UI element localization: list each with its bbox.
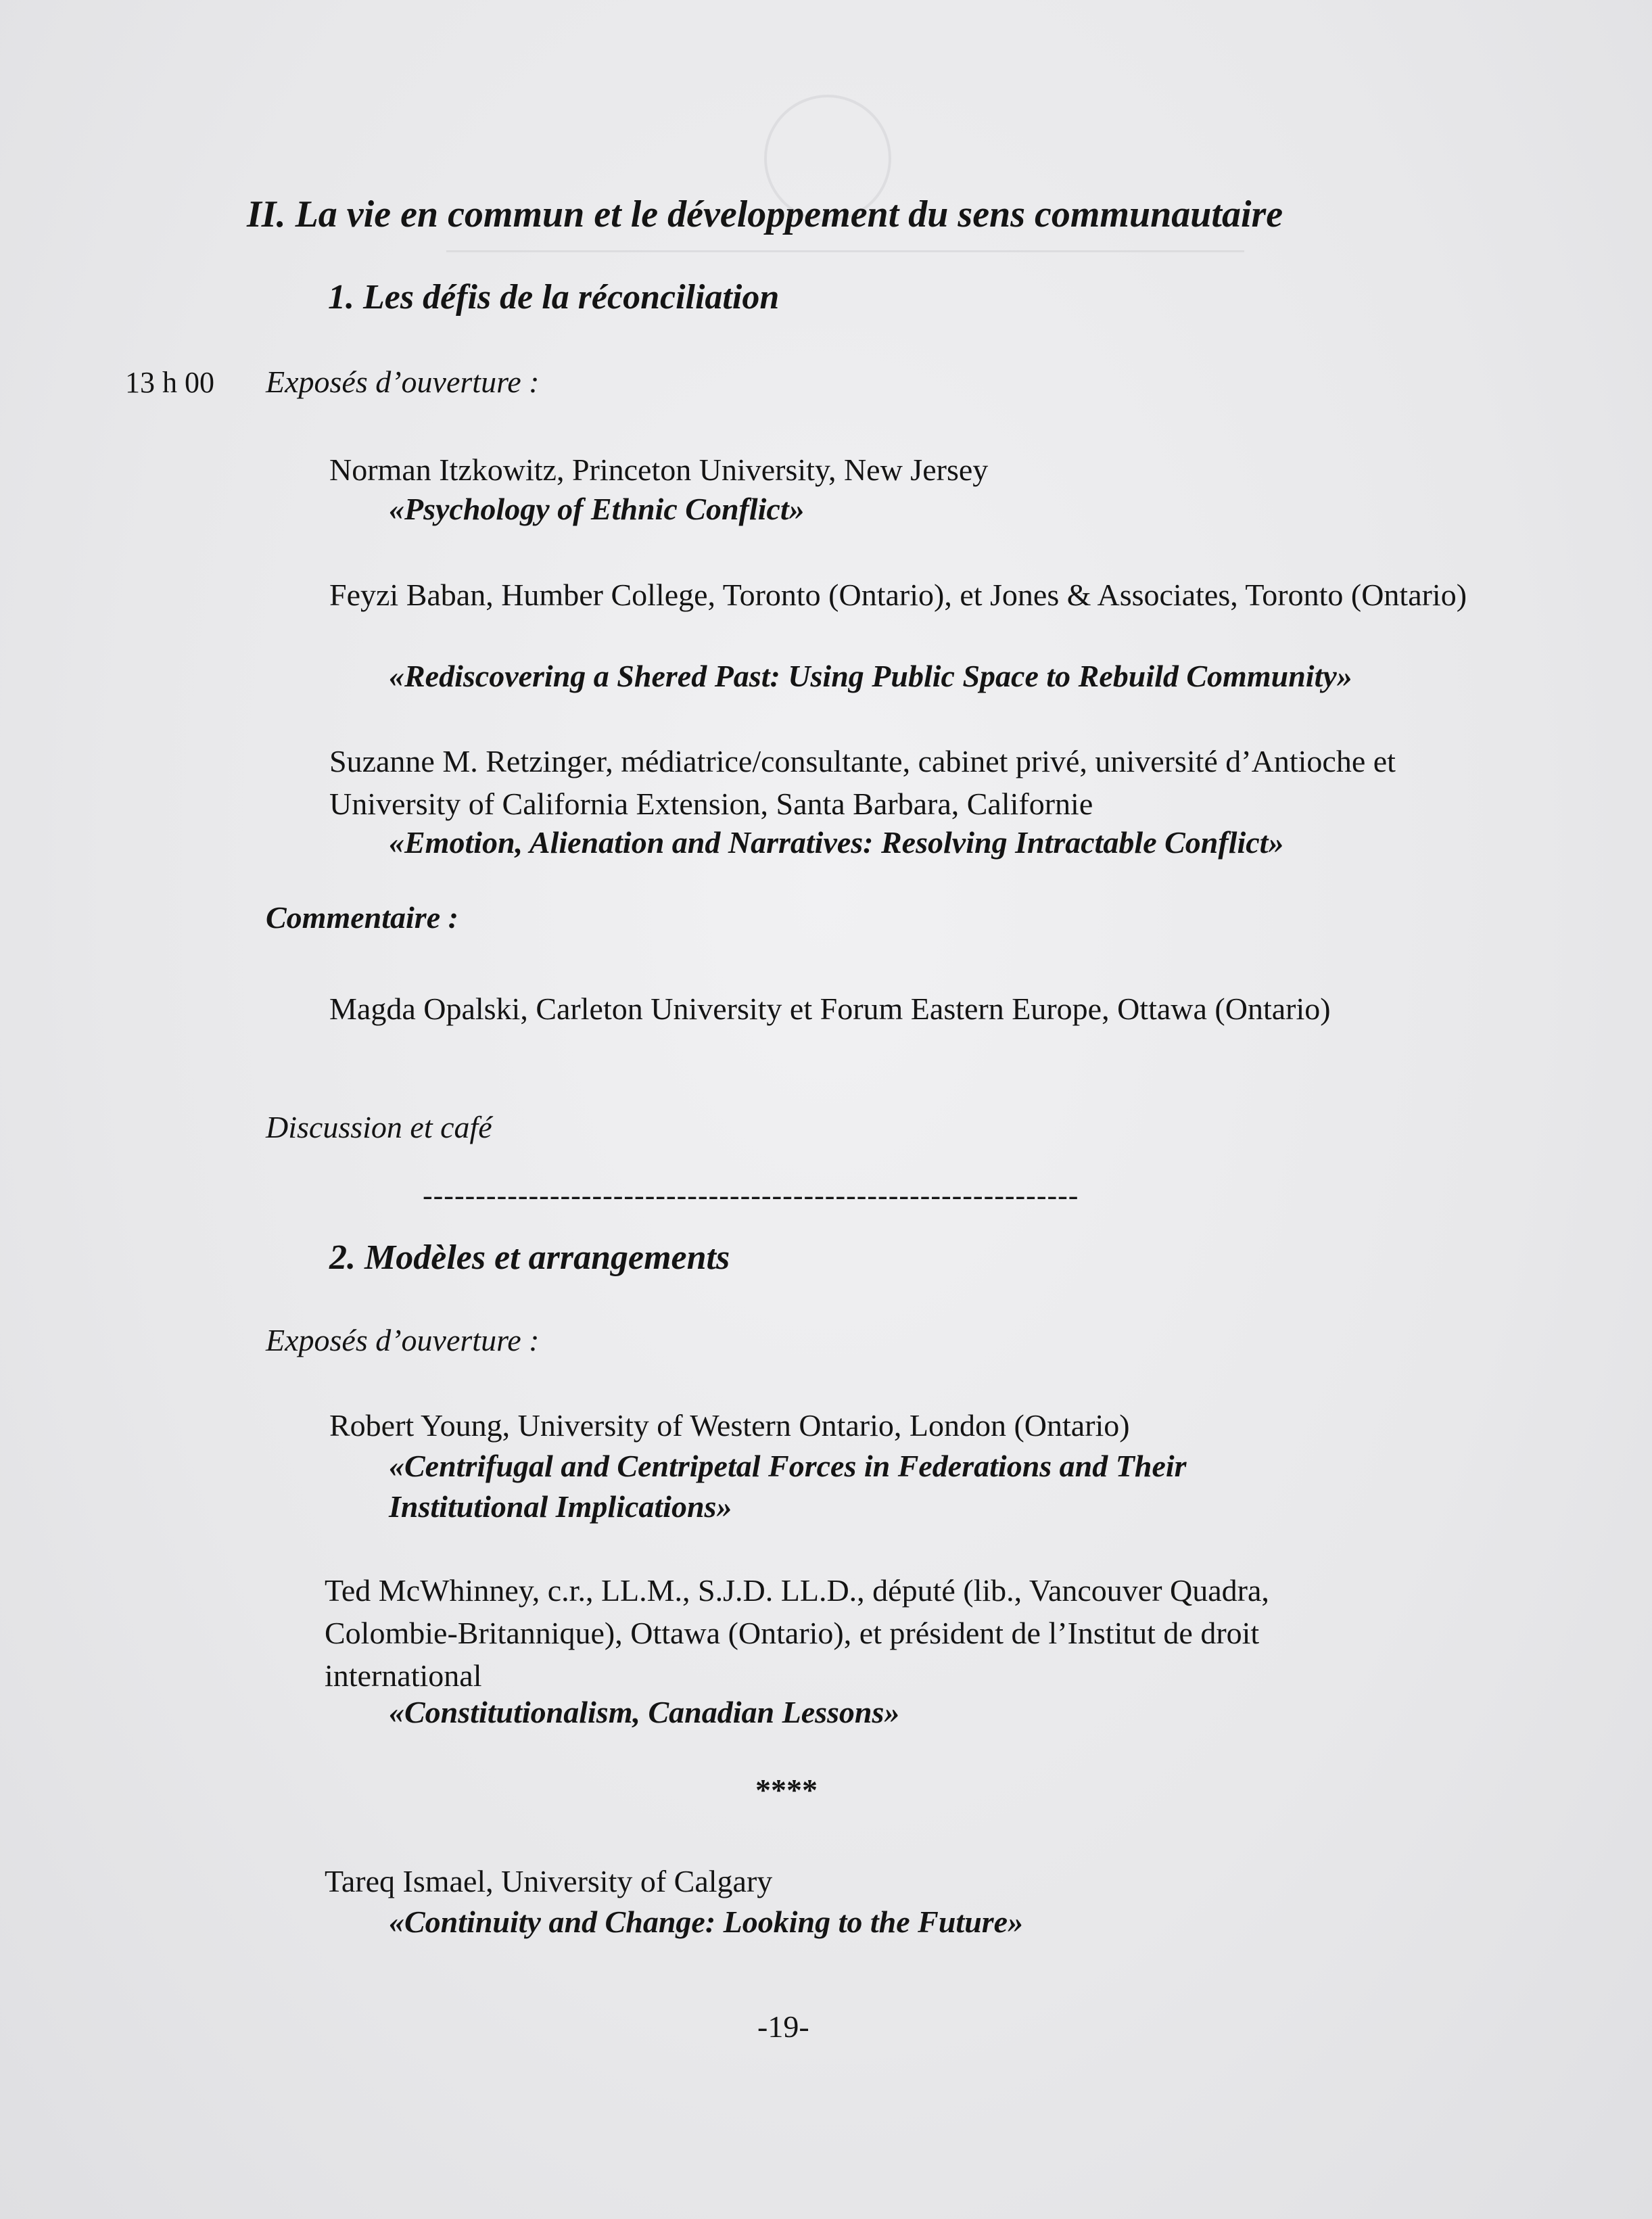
- bleed-through-rule: [446, 250, 1244, 252]
- part1-heading: 1. Les défis de la réconciliation: [328, 278, 780, 317]
- section-divider: --------------------------------------------------------------: [423, 1179, 1079, 1212]
- talk-title: «Continuity and Change: Looking to the Future»: [389, 1905, 1024, 1939]
- talk-title: «Rediscovering a Shered Past: Using Public Space to Rebuild Community»: [389, 659, 1352, 693]
- talk-title: «Emotion, Alienation and Narratives: Resolving Intractable Conflict»: [389, 825, 1284, 860]
- speaker-name: Norman Itzkowitz, Princeton University, New Jersey: [329, 452, 989, 487]
- session-time: 13 h 00: [125, 366, 214, 399]
- opening-label: Exposés d’ouverture :: [266, 1323, 540, 1357]
- opening-label: Exposés d’ouverture :: [266, 365, 540, 399]
- discussion-label: Discussion et café: [266, 1110, 492, 1144]
- speaker-name: Robert Young, University of Western Ontario, London (Ontario): [329, 1408, 1130, 1443]
- speaker-name: Suzanne M. Retzinger, médiatrice/consultante, cabinet privé, université d’Antioche et University of California Extension, Santa Barbara, Californie: [329, 744, 1396, 821]
- commentator: Magda Opalski, Carleton University et Forum Eastern Europe, Ottawa (Ontario): [329, 991, 1331, 1026]
- talk-title: «Constitutionalism, Canadian Lessons»: [389, 1695, 900, 1729]
- speaker-name: Tareq Ismael, University of Calgary: [325, 1864, 773, 1898]
- speaker-name: Ted McWhinney, c.r., LL.M., S.J.D. LL.D., député (lib., Vancouver Quadra, Colombie-Britannique), Ottawa (Ontario), et président de l’Institut de droit international: [325, 1573, 1269, 1693]
- separator-stars: ****: [755, 1773, 818, 1807]
- page-number: -19-: [757, 2009, 809, 2044]
- talk-title: «Centrifugal and Centripetal Forces in Federations and Their Institutional Implications»: [389, 1449, 1187, 1524]
- part2-heading: 2. Modèles et arrangements: [329, 1238, 730, 1277]
- section-title: II. La vie en commun et le développement du sens communautaire: [247, 193, 1283, 235]
- talk-title: «Psychology of Ethnic Conflict»: [389, 492, 805, 526]
- speaker-name: Feyzi Baban, Humber College, Toronto (Ontario), et Jones & Associates, Toronto (Ontario): [329, 578, 1467, 612]
- comment-label: Commentaire :: [266, 900, 458, 935]
